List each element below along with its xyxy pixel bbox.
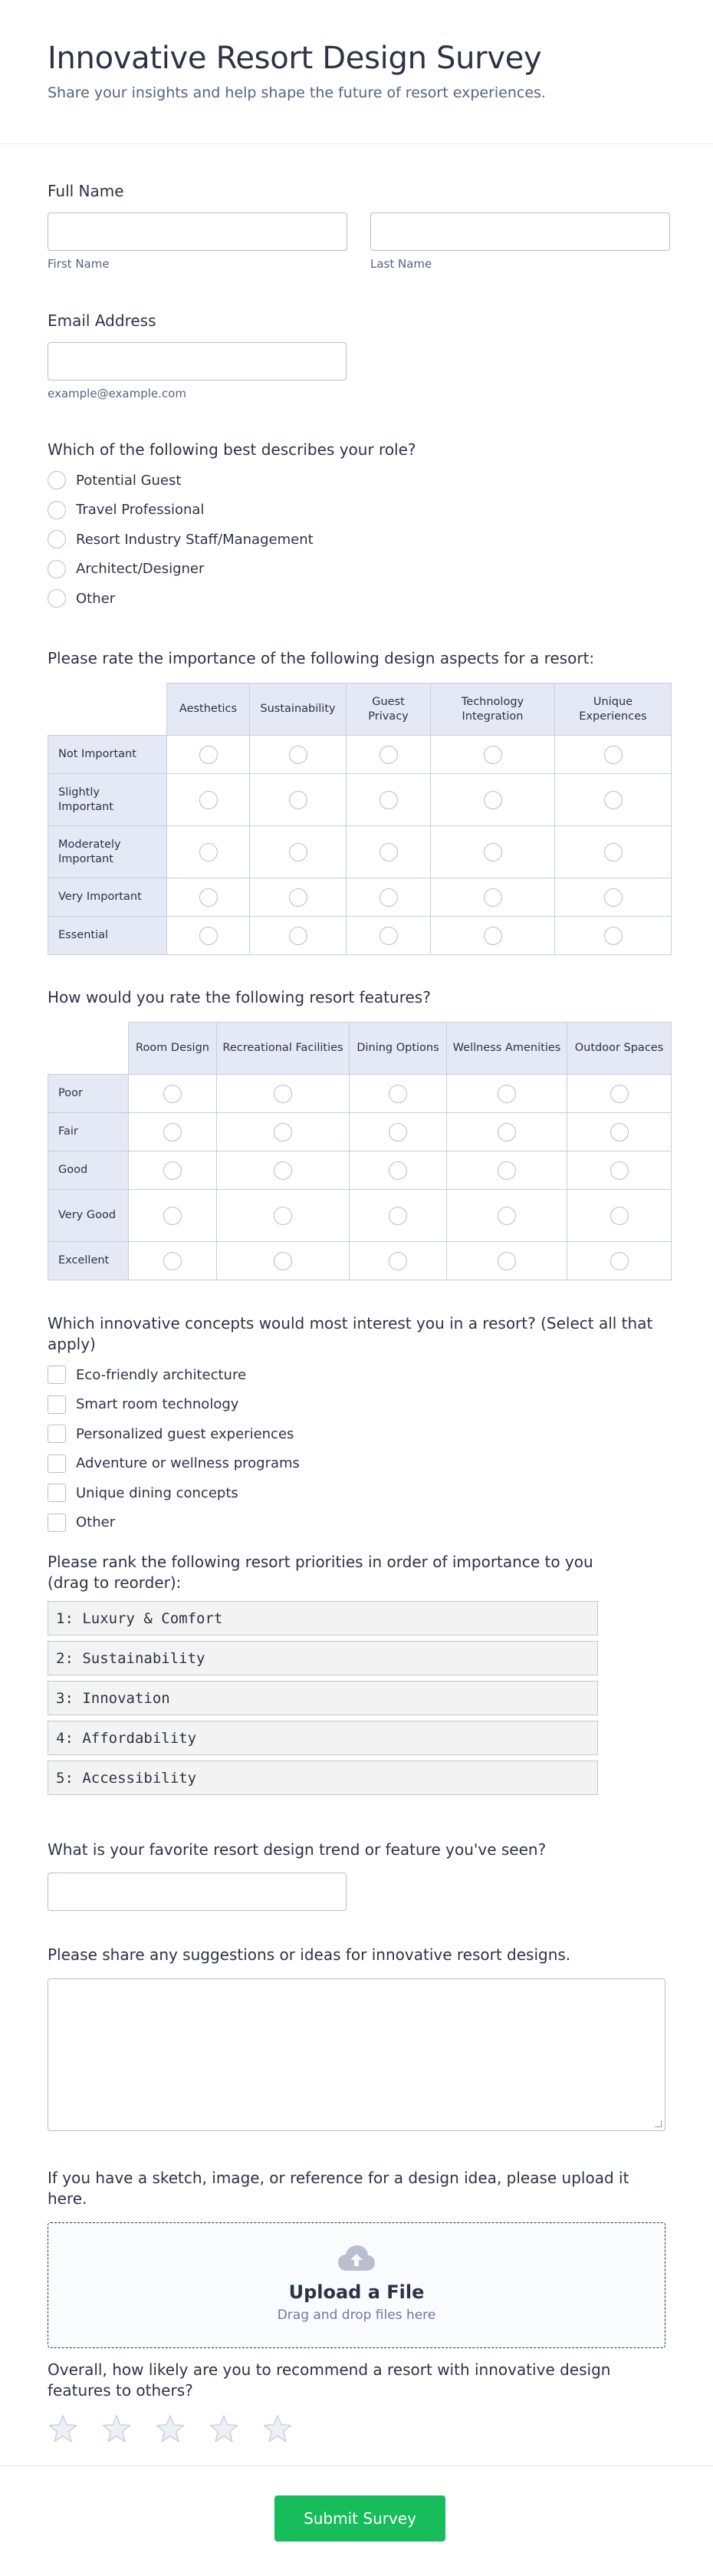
matrix-radio[interactable] bbox=[274, 1161, 292, 1180]
matrix-radio[interactable] bbox=[163, 1085, 182, 1103]
matrix-row bbox=[48, 1113, 672, 1151]
email-question bbox=[48, 311, 665, 400]
role-options bbox=[48, 466, 665, 614]
last-name-sublabel: Last Name bbox=[370, 257, 432, 271]
feature-matrix-label: How would you rate the following resort features? bbox=[48, 988, 431, 1006]
file-upload-dropzone[interactable] bbox=[48, 2222, 665, 2348]
matrix-radio[interactable] bbox=[610, 1085, 629, 1103]
concepts-question bbox=[48, 1313, 665, 1537]
ranking-label: Please rank the following resort priorities in order of importance to you (drag to reorder): bbox=[48, 1553, 593, 1592]
matrix-row bbox=[48, 1075, 672, 1113]
checkbox[interactable] bbox=[48, 1365, 66, 1384]
matrix-radio[interactable] bbox=[484, 791, 502, 809]
concept-option[interactable]: Smart room technology bbox=[48, 1390, 665, 1420]
first-name-sublabel: First Name bbox=[48, 257, 110, 271]
checkbox[interactable] bbox=[48, 1514, 66, 1532]
matrix-column-header: Wellness Amenities bbox=[447, 1023, 567, 1075]
recommend-question bbox=[48, 2360, 665, 2443]
matrix-radio[interactable] bbox=[199, 888, 218, 907]
matrix-radio[interactable] bbox=[498, 1252, 516, 1270]
trend-label: What is your favorite resort design trend or feature you've seen? bbox=[48, 1840, 547, 1859]
matrix-row-header: Poor bbox=[48, 1075, 129, 1113]
matrix-radio[interactable] bbox=[380, 843, 398, 861]
matrix-radio[interactable] bbox=[163, 1252, 182, 1270]
rank-item[interactable]: 4: Affordability bbox=[48, 1721, 598, 1755]
matrix-row-header: Fair bbox=[48, 1113, 129, 1151]
upload-question bbox=[48, 2168, 665, 2348]
matrix-radio[interactable] bbox=[199, 843, 218, 861]
form-header bbox=[0, 0, 713, 144]
matrix-radio[interactable] bbox=[498, 1123, 516, 1141]
star-icon[interactable] bbox=[209, 2414, 238, 2443]
matrix-column-header: Recreational Facilities bbox=[217, 1023, 350, 1075]
recommend-label: Overall, how likely are you to recommend a resort with innovative design features to others? bbox=[48, 2360, 611, 2400]
submit-button[interactable]: Submit Survey bbox=[274, 2495, 445, 2541]
matrix-row-header: Very Good bbox=[48, 1190, 129, 1242]
matrix-radio[interactable] bbox=[389, 1085, 407, 1103]
matrix-radio[interactable] bbox=[380, 746, 398, 764]
suggestions-textarea[interactable] bbox=[48, 1978, 665, 2131]
suggestions-label: Please share any suggestions or ideas for innovative resort designs. bbox=[48, 1945, 571, 1964]
email-field[interactable] bbox=[48, 342, 347, 380]
star-icon[interactable] bbox=[263, 2414, 292, 2443]
matrix-radio[interactable] bbox=[610, 1123, 629, 1141]
matrix-radio[interactable] bbox=[604, 843, 623, 861]
star-rating bbox=[48, 2414, 665, 2443]
matrix-radio[interactable] bbox=[389, 1207, 407, 1225]
matrix-column-header: Sustainability bbox=[250, 684, 347, 736]
matrix-row bbox=[48, 1190, 672, 1242]
radio-button[interactable] bbox=[48, 589, 66, 608]
star-icon[interactable] bbox=[48, 2414, 77, 2443]
checkbox[interactable] bbox=[48, 1425, 66, 1443]
checkbox[interactable] bbox=[48, 1454, 66, 1473]
matrix-radio[interactable] bbox=[289, 888, 307, 907]
upload-title: Upload a File bbox=[288, 2281, 425, 2303]
role-option[interactable]: Other bbox=[48, 584, 665, 614]
feature-matrix-table bbox=[48, 1022, 672, 1280]
design-matrix-question bbox=[48, 648, 665, 669]
matrix-radio[interactable] bbox=[604, 927, 623, 945]
rank-item[interactable]: 2: Sustainability bbox=[48, 1641, 598, 1675]
feature-matrix-question bbox=[48, 987, 665, 1008]
concept-option[interactable]: Adventure or wellness programs bbox=[48, 1449, 665, 1479]
matrix-radio[interactable] bbox=[380, 927, 398, 945]
radio-button[interactable] bbox=[48, 501, 66, 519]
matrix-column-header: Room Design bbox=[129, 1023, 217, 1075]
full-name-label: Full Name bbox=[48, 182, 124, 200]
form-footer bbox=[0, 2466, 713, 2576]
matrix-radio[interactable] bbox=[604, 746, 623, 764]
first-name-input[interactable] bbox=[48, 212, 347, 251]
matrix-radio[interactable] bbox=[289, 843, 307, 861]
ranking-question bbox=[48, 1552, 665, 1800]
matrix-radio[interactable] bbox=[274, 1207, 292, 1225]
matrix-radio[interactable] bbox=[484, 843, 502, 861]
concept-option[interactable]: Eco-friendly architecture bbox=[48, 1360, 665, 1390]
matrix-row bbox=[48, 736, 672, 774]
matrix-radio[interactable] bbox=[163, 1161, 182, 1180]
star-icon[interactable] bbox=[102, 2414, 131, 2443]
trend-question bbox=[48, 1840, 665, 1911]
matrix-radio[interactable] bbox=[484, 746, 502, 764]
concepts-options bbox=[48, 1360, 665, 1537]
matrix-radio[interactable] bbox=[289, 927, 307, 945]
matrix-radio[interactable] bbox=[380, 791, 398, 809]
matrix-row bbox=[48, 917, 672, 955]
matrix-radio[interactable] bbox=[604, 888, 623, 907]
matrix-row bbox=[48, 826, 672, 878]
matrix-radio[interactable] bbox=[274, 1085, 292, 1103]
checkbox[interactable] bbox=[48, 1484, 66, 1502]
role-option[interactable]: Resort Industry Staff/Management bbox=[48, 525, 665, 555]
matrix-row bbox=[48, 1242, 672, 1280]
matrix-radio[interactable] bbox=[610, 1161, 629, 1180]
matrix-radio[interactable] bbox=[163, 1123, 182, 1141]
role-option[interactable]: Potential Guest bbox=[48, 466, 665, 496]
page-subtitle: Share your insights and help shape the future of resort experiences. bbox=[48, 84, 546, 101]
matrix-radio[interactable] bbox=[604, 791, 623, 809]
matrix-row bbox=[48, 878, 672, 917]
role-question bbox=[48, 440, 665, 614]
concept-option[interactable]: Unique dining concepts bbox=[48, 1478, 665, 1508]
matrix-radio[interactable] bbox=[163, 1207, 182, 1225]
matrix-row bbox=[48, 774, 672, 826]
matrix-row-header: Very Important bbox=[48, 878, 167, 917]
design-matrix-label: Please rate the importance of the following design aspects for a resort: bbox=[48, 649, 595, 667]
checkbox[interactable] bbox=[48, 1395, 66, 1414]
matrix-radio[interactable] bbox=[380, 888, 398, 907]
matrix-row-header: Slightly Important bbox=[48, 774, 167, 826]
suggestions-question bbox=[48, 1945, 665, 2131]
matrix-radio[interactable] bbox=[389, 1123, 407, 1141]
matrix-radio[interactable] bbox=[389, 1161, 407, 1180]
ranking-list bbox=[48, 1601, 665, 1795]
rank-item[interactable]: 3: Innovation bbox=[48, 1681, 598, 1715]
radio-button[interactable] bbox=[48, 471, 66, 489]
matrix-radio[interactable] bbox=[610, 1207, 629, 1225]
matrix-row-header: Essential bbox=[48, 917, 167, 955]
matrix-radio[interactable] bbox=[498, 1085, 516, 1103]
rank-item[interactable]: 1: Luxury & Comfort bbox=[48, 1601, 598, 1636]
design-matrix-table bbox=[48, 683, 672, 955]
radio-button[interactable] bbox=[48, 560, 66, 578]
role-option[interactable]: Travel Professional bbox=[48, 496, 665, 525]
matrix-radio[interactable] bbox=[274, 1252, 292, 1270]
upload-hint: Drag and drop files here bbox=[277, 2308, 436, 2323]
matrix-column-header: Aesthetics bbox=[167, 684, 250, 736]
role-option[interactable]: Architect/Designer bbox=[48, 555, 665, 585]
email-sublabel: example@example.com bbox=[48, 387, 186, 400]
star-icon[interactable] bbox=[156, 2414, 185, 2443]
matrix-row-header: Excellent bbox=[48, 1242, 129, 1280]
email-label: Email Address bbox=[48, 311, 156, 330]
rank-item[interactable]: 5: Accessibility bbox=[48, 1761, 598, 1795]
matrix-column-header: Technology Integration bbox=[431, 684, 555, 736]
matrix-radio[interactable] bbox=[484, 927, 502, 945]
matrix-row bbox=[48, 1151, 672, 1190]
matrix-radio[interactable] bbox=[199, 791, 218, 809]
matrix-radio[interactable] bbox=[289, 791, 307, 809]
matrix-radio[interactable] bbox=[199, 927, 218, 945]
matrix-radio[interactable] bbox=[484, 888, 502, 907]
matrix-column-header: Guest Privacy bbox=[347, 684, 431, 736]
full-name-question bbox=[48, 181, 665, 271]
matrix-radio[interactable] bbox=[274, 1123, 292, 1141]
matrix-column-header: Unique Experiences bbox=[555, 684, 672, 736]
concepts-label: Which innovative concepts would most interest you in a resort? (Select all that apply) bbox=[48, 1314, 653, 1353]
matrix-column-header: Dining Options bbox=[350, 1023, 447, 1075]
matrix-row-header: Not Important bbox=[48, 736, 167, 774]
concept-option[interactable]: Personalized guest experiences bbox=[48, 1419, 665, 1449]
matrix-radio[interactable] bbox=[289, 746, 307, 764]
matrix-radio[interactable] bbox=[610, 1252, 629, 1270]
page-title: Innovative Resort Design Survey bbox=[48, 41, 542, 76]
concept-option[interactable]: Other bbox=[48, 1508, 665, 1538]
cloud-upload-icon bbox=[337, 2245, 376, 2272]
matrix-radio[interactable] bbox=[199, 746, 218, 764]
matrix-radio[interactable] bbox=[498, 1161, 516, 1180]
radio-button[interactable] bbox=[48, 530, 66, 548]
role-label: Which of the following best describes your role? bbox=[48, 440, 416, 459]
matrix-row-header: Moderately Important bbox=[48, 826, 167, 878]
trend-input[interactable] bbox=[48, 1873, 347, 1911]
matrix-radio[interactable] bbox=[498, 1207, 516, 1225]
matrix-column-header: Outdoor Spaces bbox=[567, 1023, 672, 1075]
last-name-input[interactable] bbox=[370, 212, 670, 251]
matrix-radio[interactable] bbox=[389, 1252, 407, 1270]
matrix-row-header: Good bbox=[48, 1151, 129, 1190]
upload-label: If you have a sketch, image, or reference for a design idea, please upload it here. bbox=[48, 2169, 629, 2208]
resize-handle-icon[interactable] bbox=[655, 2120, 662, 2127]
